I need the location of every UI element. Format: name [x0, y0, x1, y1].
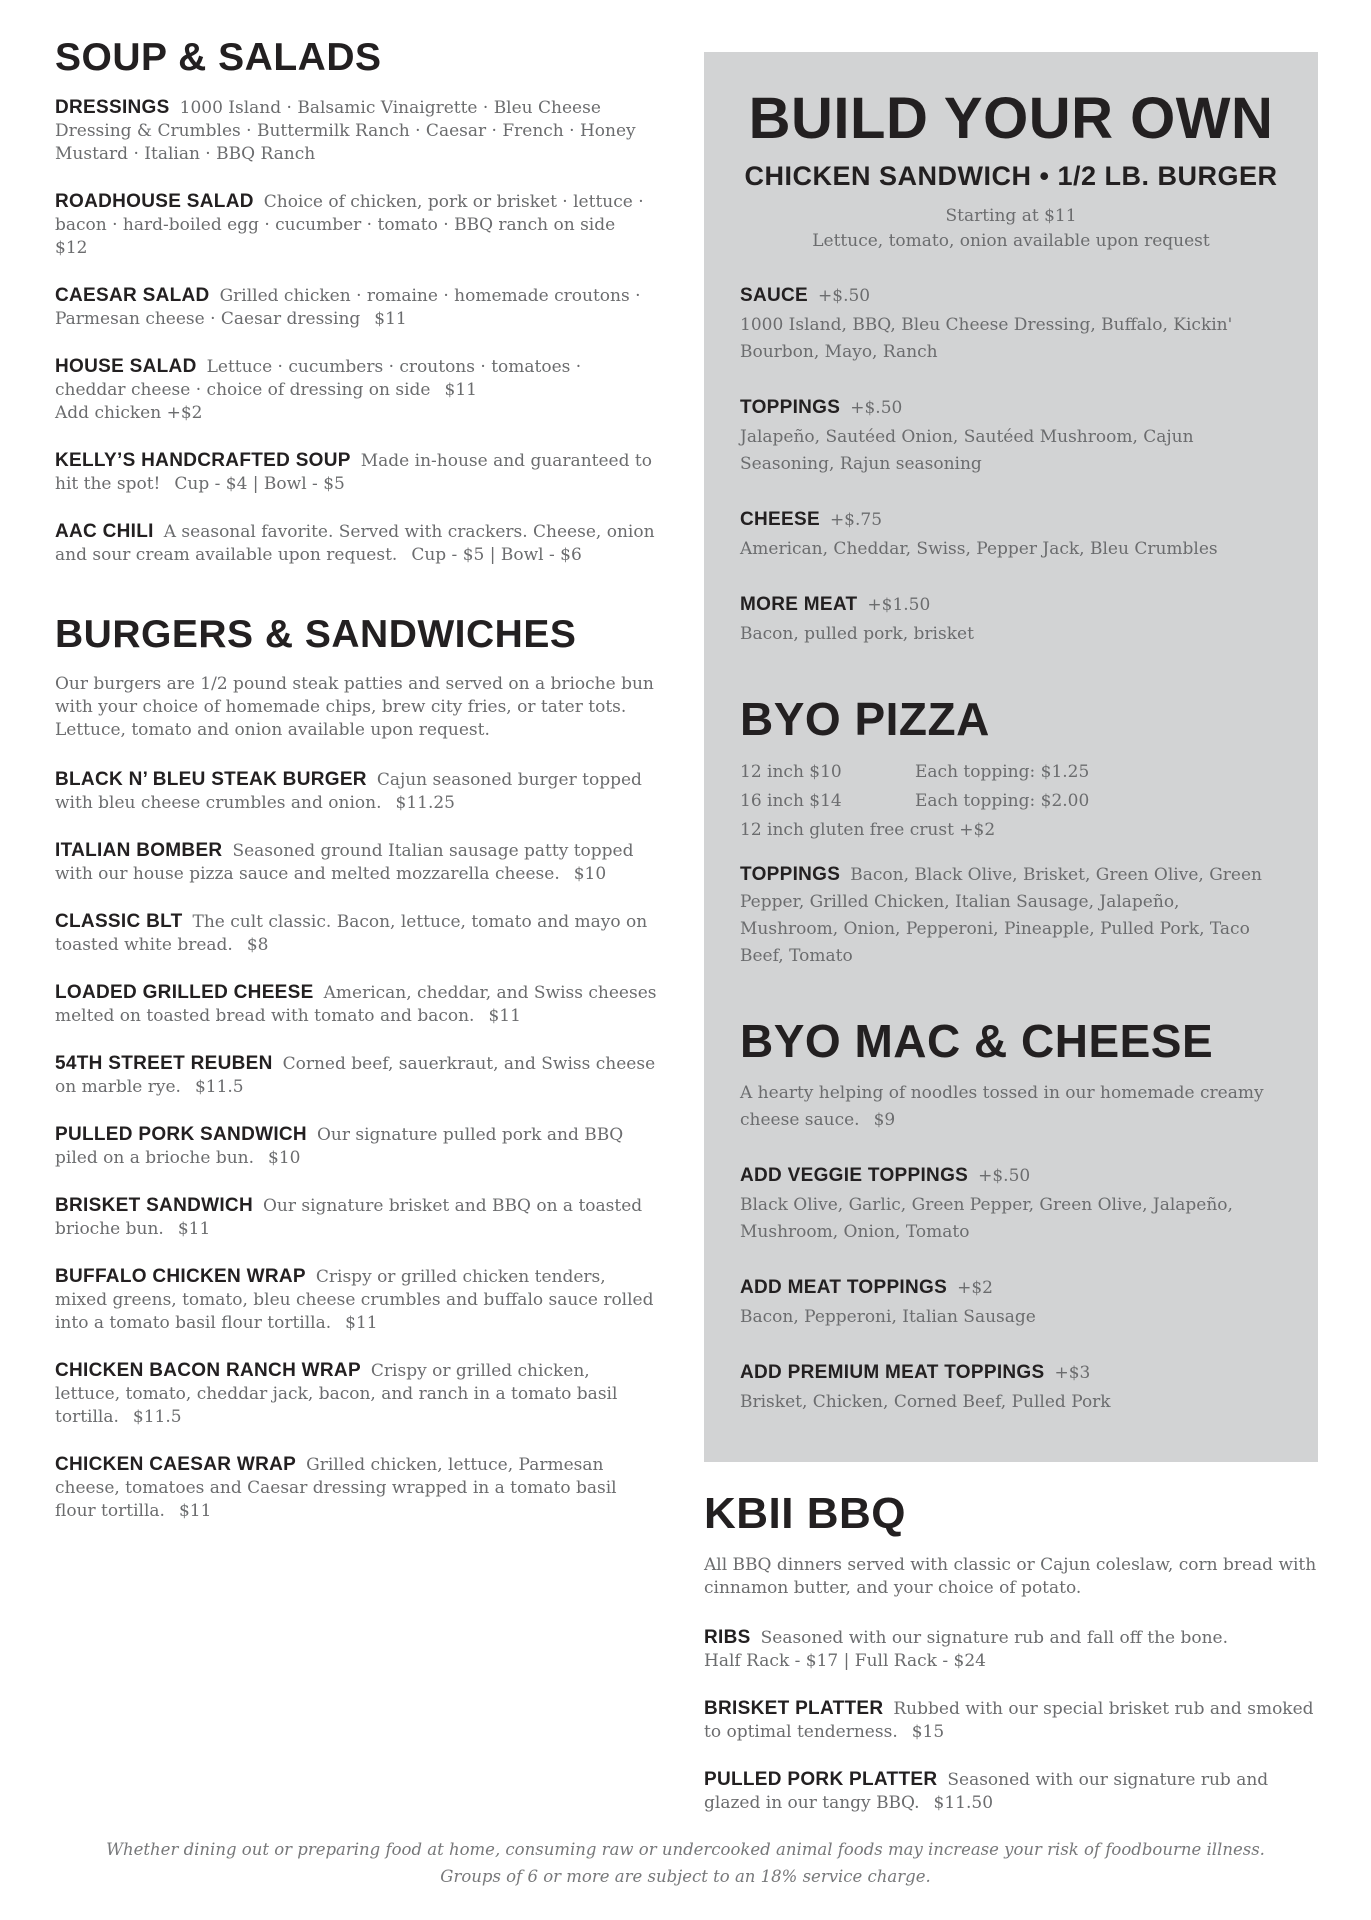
item-price: Cup - $5 | Bowl - $6 [411, 545, 582, 565]
item-name: LOADED GRILLED CHEESE [55, 982, 314, 1003]
item-name: HOUSE SALAD [55, 356, 197, 377]
group-price: +$.50 [818, 286, 871, 306]
item-name: BRISKET PLATTER [704, 1698, 884, 1719]
item-name: 54TH STREET REUBEN [55, 1053, 273, 1074]
item-desc: The cult classic. Bacon, lettuce, tomato and mayo on toasted white bread. [55, 912, 648, 955]
item-desc: Crispy or grilled chicken, lettuce, tomato, cheddar jack, bacon, and ranch in a tomato basil tortilla. [55, 1361, 618, 1427]
item-price: Cup - $4 | Bowl - $5 [174, 474, 345, 494]
item-desc: Cajun seasoned burger topped with bleu cheese crumbles and onion. [55, 770, 642, 813]
menu-item-loaded-grilled-cheese [55, 981, 657, 1028]
pizza-size-price: 12 inch $10 [740, 762, 842, 782]
item-price: $11 [178, 1501, 212, 1521]
menu-item-chicken-caesar-wrap [55, 1453, 657, 1523]
group-desc: Jalapeño, Sautéed Onion, Sautéed Mushroom, Cajun Seasoning, Rajun seasoning [740, 427, 1194, 474]
pizza-size-price: 16 inch $14 [740, 791, 842, 811]
item-name: CAESAR SALAD [55, 285, 210, 306]
item-price: $10 [268, 1148, 301, 1168]
byo-group-cheese [740, 506, 1282, 563]
item-name: KELLY’S HANDCRAFTED SOUP [55, 450, 351, 471]
item-name: BLACK N’ BLEU STEAK BURGER [55, 769, 367, 790]
item-price: $15 [911, 1722, 945, 1742]
item-price: $11 [177, 1219, 211, 1239]
item-price: $11 [444, 380, 477, 400]
item-price: $11.5 [194, 1077, 244, 1097]
pizza-price-row [740, 787, 1282, 816]
left-column [55, 36, 657, 1547]
menu-item-italian-bomber [55, 839, 657, 886]
byo-group-sauce [740, 282, 1282, 366]
mac-price: $9 [873, 1110, 896, 1130]
byo-starting-price: Starting at $11 [945, 206, 1077, 226]
mac-desc-block [740, 1080, 1282, 1134]
item-name: PULLED PORK SANDWICH [55, 1124, 307, 1145]
byo-note: Lettuce, tomato, onion available upon request [812, 231, 1210, 251]
item-price: $11 [374, 309, 407, 329]
group-desc: Bacon, Black Olive, Brisket, Green Olive, Green Pepper, Grilled Chicken, Italian Sausage, Jalapeño, Mushroom, Onion, Pepperoni, Pineapple, Pulled Pork, Taco Beef, Tomato [740, 865, 1262, 966]
item-price: $11.25 [395, 793, 455, 813]
item-desc: Our signature brisket and BBQ on a toasted brioche bun. [55, 1196, 643, 1239]
mac-group-premium-meat [740, 1359, 1282, 1416]
group-name: ADD PREMIUM MEAT TOPPINGS [740, 1362, 1045, 1383]
footer-line-2: Groups of 6 or more are subject to an 18% service charge. [440, 1867, 931, 1886]
mac-group-meat [740, 1274, 1282, 1331]
item-name: AAC CHILI [55, 521, 154, 542]
item-price: $10 [573, 864, 607, 884]
item-desc: Grilled chicken, lettuce, Parmesan cheese, tomatoes and Caesar dressing wrapped in a tomato basil flour tortilla. [55, 1455, 617, 1521]
item-desc: Corned beef, sauerkraut, and Swiss cheese on marble rye. [55, 1054, 656, 1097]
item-desc: A seasonal favorite. Served with crackers. Cheese, onion and sour cream available upon request. [55, 522, 655, 565]
item-name: BRISKET SANDWICH [55, 1195, 253, 1216]
item-desc: Rubbed with our special brisket rub and smoked to optimal tenderness. [704, 1699, 1314, 1742]
mac-group-veggie [740, 1162, 1282, 1246]
build-your-own-panel [704, 52, 1318, 1462]
group-name: ADD VEGGIE TOPPINGS [740, 1165, 969, 1186]
item-desc: American, cheddar, and Swiss cheeses melted on toasted bread with tomato and bacon. [55, 983, 657, 1026]
item-desc: Seasoned with our signature rub and fall off the bone. [760, 1628, 1229, 1648]
item-name: ROADHOUSE SALAD [55, 191, 254, 212]
item-name: ITALIAN BOMBER [55, 840, 223, 861]
pizza-toppings-group [740, 861, 1282, 970]
group-price: +$.50 [978, 1166, 1031, 1186]
item-desc: Made in-house and guaranteed to hit the spot! [55, 451, 652, 494]
item-price: $11.50 [933, 1793, 994, 1813]
menu-item-pulled-pork-platter [704, 1768, 1318, 1815]
item-name: PULLED PORK PLATTER [704, 1769, 938, 1790]
byo-group-more-meat [740, 591, 1282, 648]
menu-item-black-n-bleu [55, 768, 657, 815]
menu-item-brisket-platter [704, 1697, 1318, 1744]
menu-item-ribs [704, 1626, 1318, 1673]
group-desc: Bacon, Pepperoni, Italian Sausage [740, 1307, 1036, 1327]
menu-item-classic-blt [55, 910, 657, 957]
byo-pizza-title: BYO PIZZA [740, 693, 990, 745]
byo-group-toppings [740, 394, 1282, 478]
item-name: BUFFALO CHICKEN WRAP [55, 1266, 306, 1287]
group-name: ADD MEAT TOPPINGS [740, 1277, 948, 1298]
group-price: +$.50 [850, 398, 903, 418]
footer-disclaimer [0, 1836, 1371, 1890]
item-name: DRESSINGS [55, 97, 170, 118]
item-desc: 1000 Island · Balsamic Vinaigrette · Bleu Cheese Dressing & Crumbles · Buttermilk Ranch · Caesar · French · Honey Mustard · Italian · BBQ Ranch [55, 98, 636, 164]
byo-title: BUILD YOUR OWN [748, 86, 1274, 151]
item-desc: Our signature pulled pork and BBQ piled on a brioche bun. [55, 1125, 624, 1168]
item-desc: Crispy or grilled chicken tenders, mixed greens, tomato, bleu cheese crumbles and buffalo sauce rolled into a tomato basil flour tortilla. [55, 1267, 654, 1333]
group-price: +$1.50 [867, 595, 931, 615]
pizza-topping-price: Each topping: $2.00 [915, 791, 1090, 811]
item-extra: Add chicken +$2 [55, 403, 203, 423]
menu-item-dressings [55, 96, 657, 166]
pizza-topping-price: Each topping: $1.25 [915, 762, 1090, 782]
item-extra: Half Rack - $17 | Full Rack - $24 [704, 1651, 986, 1671]
item-desc: Grilled chicken · romaine · homemade croutons · Parmesan cheese · Caesar dressing [55, 286, 641, 329]
menu-item-brisket-sandwich [55, 1194, 657, 1241]
group-price: +$3 [1054, 1363, 1091, 1383]
right-column [704, 52, 1318, 1839]
item-price: $11 [488, 1006, 521, 1026]
group-name: TOPPINGS [740, 864, 841, 885]
group-price: +$.75 [829, 510, 883, 530]
item-desc: Seasoned with our signature rub and glazed in our tangy BBQ. [704, 1770, 1269, 1813]
menu-item-house-salad [55, 355, 657, 425]
group-name: MORE MEAT [740, 594, 858, 615]
group-desc: Brisket, Chicken, Corned Beef, Pulled Pork [740, 1392, 1111, 1412]
item-name: RIBS [704, 1627, 751, 1648]
burgers-intro: Our burgers are 1/2 pound steak patties and served on a brioche bun with your choice of homemade chips, brew city fries, or tater tots. Lettuce, tomato and onion available upon request. [55, 674, 654, 740]
menu-item-aac-chili [55, 520, 657, 567]
item-name: CHICKEN BACON RANCH WRAP [55, 1360, 361, 1381]
mac-desc: A hearty helping of noodles tossed in our homemade creamy cheese sauce. [740, 1083, 1264, 1130]
group-desc: Black Olive, Garlic, Green Pepper, Green Olive, Jalapeño, Mushroom, Onion, Tomato [740, 1195, 1233, 1242]
group-name: SAUCE [740, 285, 809, 306]
section-title-burgers: BURGERS & SANDWICHES [55, 613, 577, 656]
menu-item-54th-street-reuben [55, 1052, 657, 1099]
kbii-bbq-section [704, 1490, 1318, 1815]
item-desc: Choice of chicken, pork or brisket · lettuce · bacon · hard-boiled egg · cucumber · tomato · BBQ ranch on side [55, 192, 644, 235]
footer-line-1: Whether dining out or preparing food at home, consuming raw or undercooked animal foods may increase your risk of foodbourne illness. [106, 1840, 1265, 1859]
menu-item-pulled-pork-sandwich [55, 1123, 657, 1170]
byo-mac-title: BYO MAC & CHEESE [740, 1015, 1214, 1067]
group-price: +$2 [957, 1278, 993, 1298]
menu-item-kellys-soup [55, 449, 657, 496]
item-name: CLASSIC BLT [55, 911, 183, 932]
menu-item-buffalo-chicken-wrap [55, 1265, 657, 1335]
menu-item-roadhouse-salad [55, 190, 657, 260]
byo-subtitle: CHICKEN SANDWICH • 1/2 LB. BURGER [744, 161, 1278, 191]
item-desc: Lettuce · cucumbers · croutons · tomatoes · cheddar cheese · choice of dressing on side [55, 357, 582, 400]
kbii-title: KBII BBQ [704, 1489, 906, 1538]
group-desc: Bacon, pulled pork, brisket [740, 624, 974, 644]
section-title-soup-salads: SOUP & SALADS [55, 36, 382, 79]
item-extra: $12 [55, 238, 88, 258]
group-desc: 1000 Island, BBQ, Bleu Cheese Dressing, Buffalo, Kickin' Bourbon, Mayo, Ranch [740, 315, 1233, 362]
pizza-price-row [740, 816, 1282, 845]
menu-item-chicken-bacon-ranch-wrap [55, 1359, 657, 1429]
group-desc: American, Cheddar, Swiss, Pepper Jack, Bleu Crumbles [740, 539, 1218, 559]
item-name: CHICKEN CAESAR WRAP [55, 1454, 297, 1475]
pizza-gluten-free: 12 inch gluten free crust +$2 [740, 820, 996, 840]
item-price: $11 [345, 1313, 378, 1333]
item-desc: Seasoned ground Italian sausage patty topped with our house pizza sauce and melted mozzarella cheese. [55, 841, 634, 884]
menu-item-caesar-salad [55, 284, 657, 331]
item-price: $8 [246, 935, 269, 955]
pizza-price-row [740, 758, 1282, 787]
group-name: TOPPINGS [740, 397, 841, 418]
item-price: $11.5 [132, 1407, 182, 1427]
group-name: CHEESE [740, 509, 820, 530]
kbii-intro: All BBQ dinners served with classic or Cajun coleslaw, corn bread with cinnamon butter, and your choice of potato. [704, 1555, 1317, 1598]
